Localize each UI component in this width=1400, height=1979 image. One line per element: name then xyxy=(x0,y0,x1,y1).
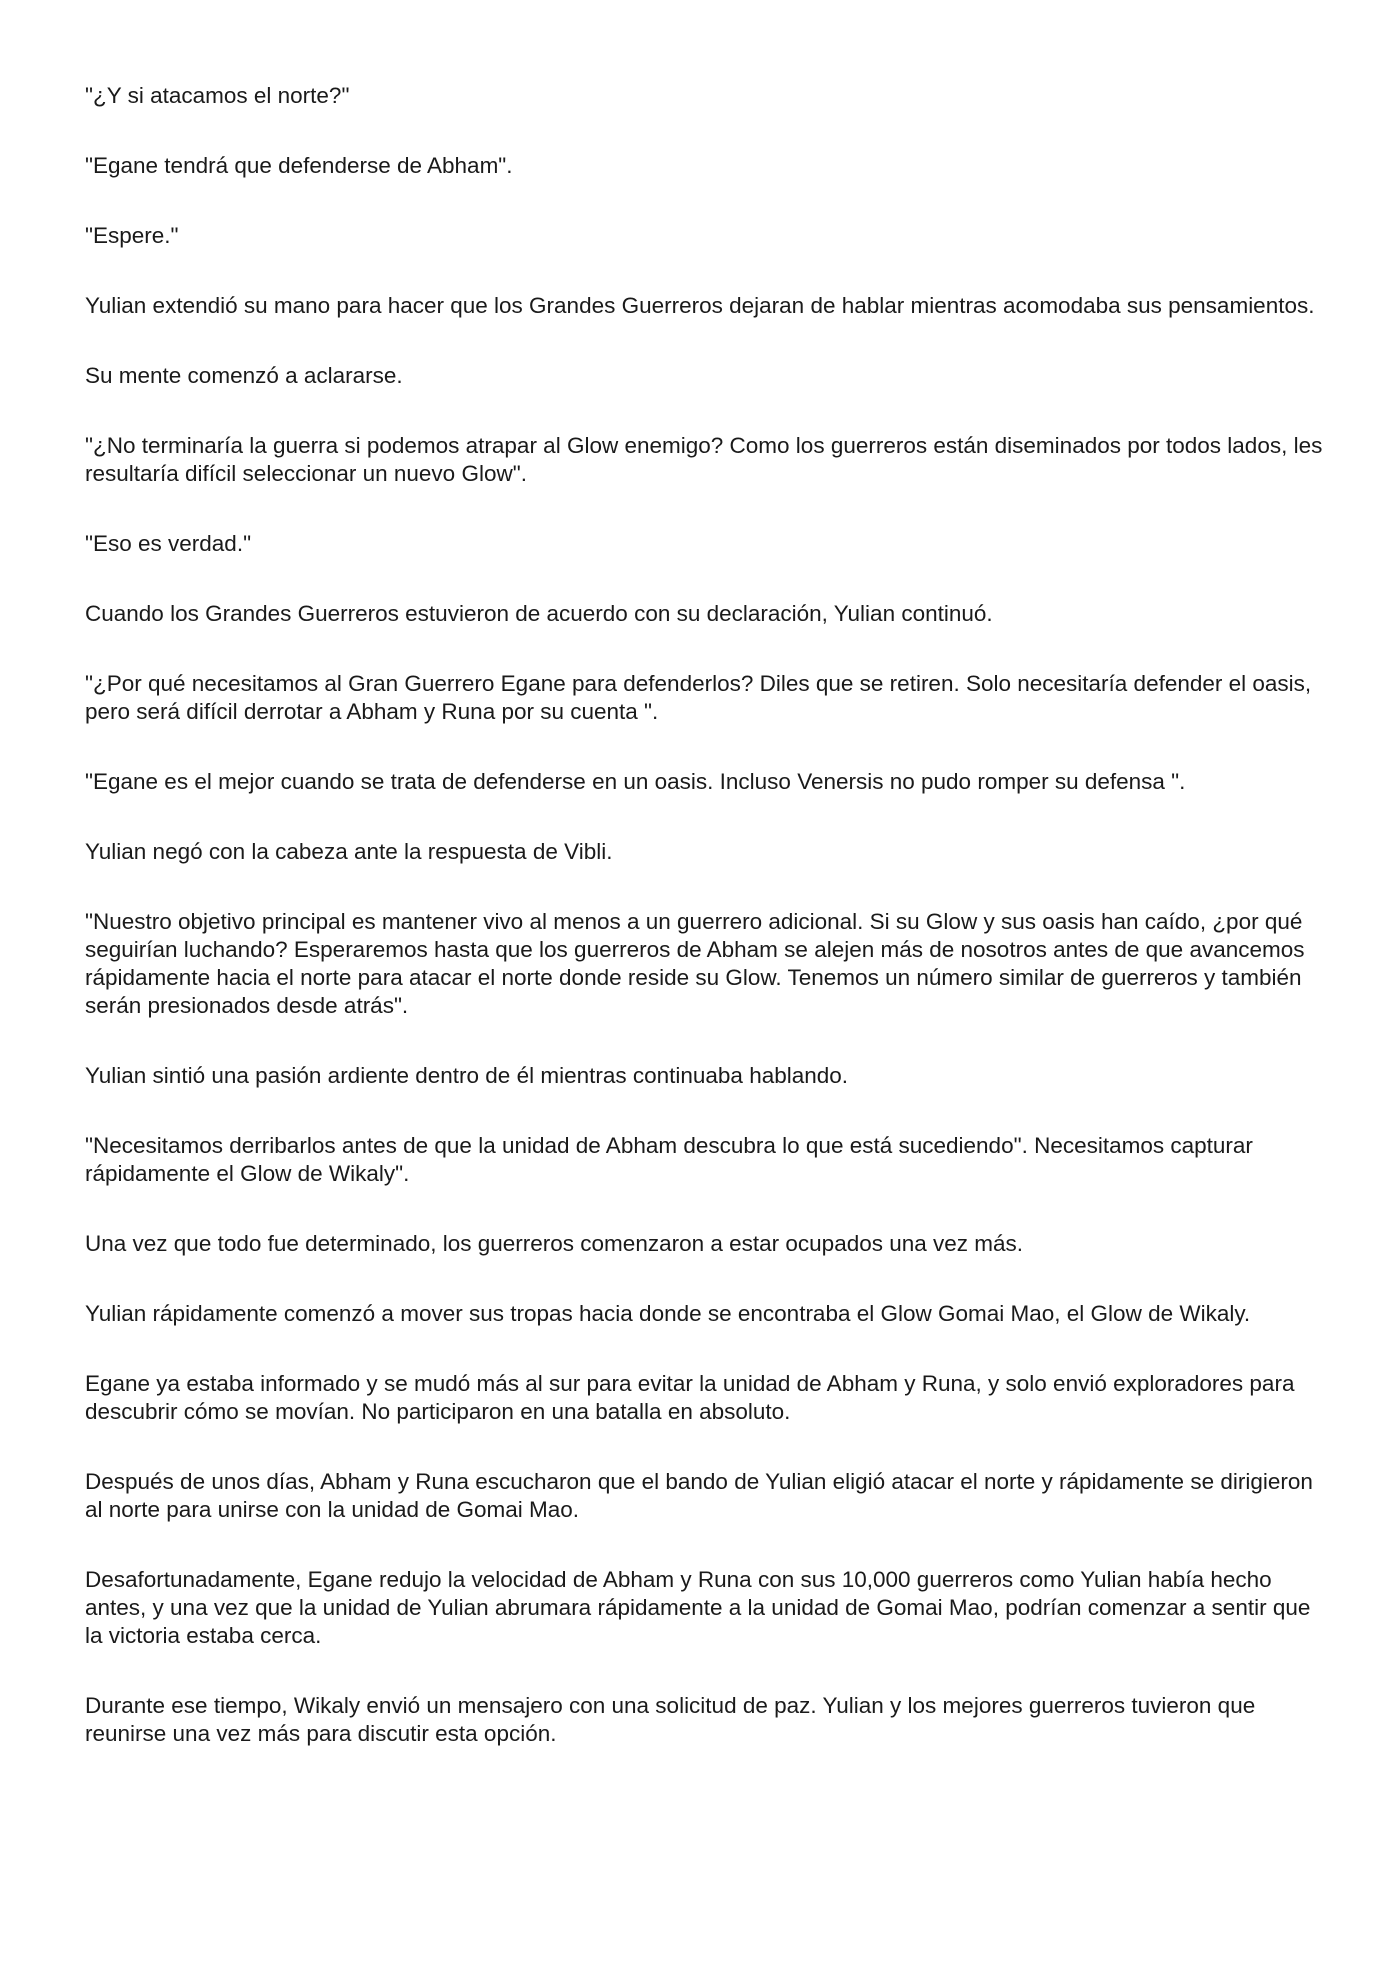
paragraph: "Eso es verdad." xyxy=(85,531,252,556)
paragraph: Cuando los Grandes Guerreros estuvieron de acuerdo con su declaración, Yulian continuó. xyxy=(85,601,993,626)
paragraph: Yulian rápidamente comenzó a mover sus tropas hacia donde se encontraba el Glow Gomai Mao, el Glow de Wikaly. xyxy=(85,1301,1251,1326)
paragraph: "Necesitamos derribarlos antes de que la unidad de Abham descubra lo que está sucediendo". Necesitamos capturar rápidamente el Glow de Wikaly". xyxy=(85,1133,1253,1186)
paragraph: Una vez que todo fue determinado, los guerreros comenzaron a estar ocupados una vez más. xyxy=(85,1231,1024,1256)
paragraph: Su mente comenzó a aclararse. xyxy=(85,363,403,388)
paragraph: "Espere." xyxy=(85,223,179,248)
paragraph: Yulian sintió una pasión ardiente dentro de él mientras continuaba hablando. xyxy=(85,1063,849,1088)
paragraph: "¿No terminaría la guerra si podemos atrapar al Glow enemigo? Como los guerreros están diseminados por todos lados, les resultaría difícil seleccionar un nuevo Glow". xyxy=(85,433,1323,486)
paragraph: Desafortunadamente, Egane redujo la velocidad de Abham y Runa con sus 10,000 guerreros como Yulian había hecho antes, y una vez que la unidad de Yulian abrumara rápidamente a la unidad de Gomai Mao, podrían comenzar a sentir que la victoria estaba cerca. xyxy=(85,1567,1311,1648)
paragraph: "Egane es el mejor cuando se trata de defenderse en un oasis. Incluso Venersis no pudo romper su defensa ". xyxy=(85,769,1186,794)
paragraph: "¿Por qué necesitamos al Gran Guerrero Egane para defenderlos? Diles que se retiren. Solo necesitaría defender el oasis, pero será difícil derrotar a Abham y Runa por su cuenta ". xyxy=(85,671,1312,724)
paragraph: "Nuestro objetivo principal es mantener vivo al menos a un guerrero adicional. Si su Glow y sus oasis han caído, ¿por qué seguirían luchando? Esperaremos hasta que los guerreros de Abham se alejen más de nosotros antes de que avancemos rápidamente hacia el norte para atacar el norte donde reside su Glow. Tenemos un número similar de guerreros y también serán presionados desde atrás". xyxy=(85,909,1305,1018)
paragraph: "Egane tendrá que defenderse de Abham". xyxy=(85,153,513,178)
paragraph: Egane ya estaba informado y se mudó más al sur para evitar la unidad de Abham y Runa, y solo envió exploradores para descubrir cómo se movían. No participaron en una batalla en absoluto. xyxy=(85,1371,1295,1424)
paragraph: Durante ese tiempo, Wikaly envió un mensajero con una solicitud de paz. Yulian y los mejores guerreros tuvieron que reunirse una vez más para discutir esta opción. xyxy=(85,1693,1256,1746)
document-page xyxy=(85,82,1330,1790)
paragraph: Yulian extendió su mano para hacer que los Grandes Guerreros dejaran de hablar mientras acomodaba sus pensamientos. xyxy=(85,293,1315,318)
paragraph: Yulian negó con la cabeza ante la respuesta de Vibli. xyxy=(85,839,613,864)
paragraph: Después de unos días, Abham y Runa escucharon que el bando de Yulian eligió atacar el norte y rápidamente se dirigieron al norte para unirse con la unidad de Gomai Mao. xyxy=(85,1469,1313,1522)
paragraph: "¿Y si atacamos el norte?" xyxy=(85,83,350,108)
